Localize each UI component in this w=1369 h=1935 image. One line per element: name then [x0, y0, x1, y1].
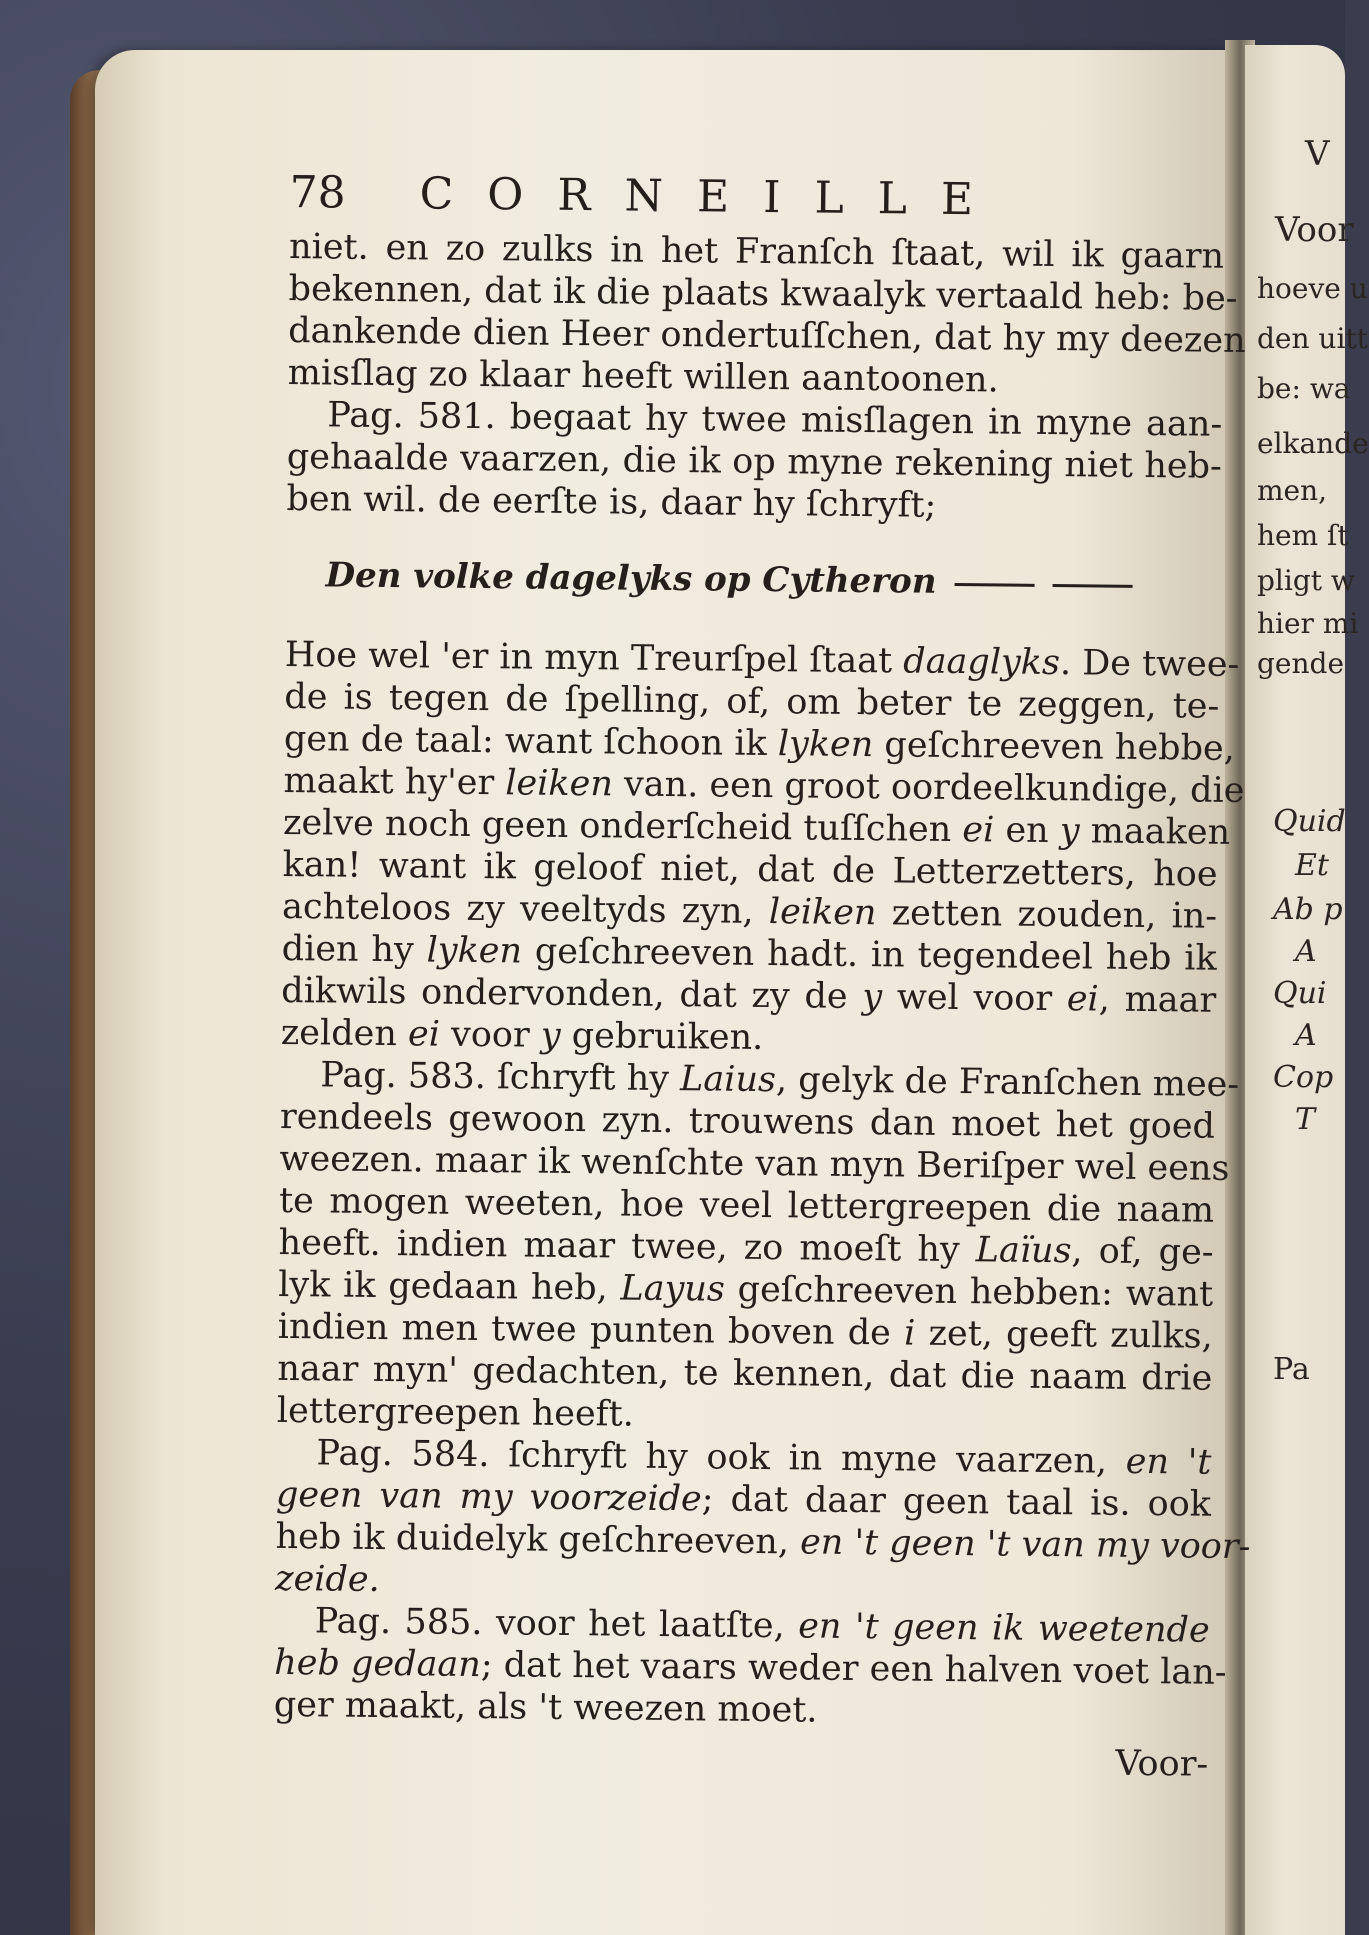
text-run: heb ik duidelyk geſchreeven, — [275, 1516, 801, 1563]
text-run: Pag. 583. ſchryft hy — [320, 1055, 681, 1100]
verse-dash — [955, 582, 1035, 586]
text-run: gehaalde vaarzen, die ik op myne rekening niet heb- — [286, 436, 1223, 487]
text-run: geſchreeven hebben: want — [724, 1269, 1214, 1315]
text-run: wel voor — [881, 977, 1068, 1020]
text-run: zelden — [280, 1012, 409, 1055]
text-run: heeft. indien maar twee, zo moeſt hy — [278, 1222, 976, 1271]
right-page-text: V — [1305, 134, 1330, 174]
right-page-text: Cop — [1273, 1060, 1334, 1095]
italic-run: ei — [407, 1014, 441, 1055]
right-page-text: Pa — [1273, 1352, 1310, 1387]
right-page-text: Qui — [1273, 976, 1327, 1011]
right-page-text: den uitt — [1257, 322, 1368, 355]
text-run: , gelyk de Franſchen mee- — [775, 1060, 1240, 1105]
text-run: achteloos zy veeltyds zyn, — [281, 886, 770, 933]
text-run: ; dat daar geen taal is. ook — [701, 1479, 1212, 1525]
right-page-text: A — [1295, 1018, 1317, 1053]
italic-run: lyken — [777, 724, 874, 766]
right-page-text: hier mi — [1257, 607, 1359, 640]
text-run: van. een groot oordeelkundige, die — [612, 764, 1245, 812]
italic-run: y — [1059, 811, 1080, 852]
page-header — [289, 160, 1225, 236]
text-run: misſlag zo klaar heeft willen aantoonen. — [287, 352, 999, 401]
verse-text: Den volke dagelyks op Cytheron — [325, 555, 937, 602]
italic-run: Layus — [620, 1268, 726, 1310]
paragraph-block-1 — [286, 226, 1246, 530]
text-run: gebruiken. — [560, 1015, 764, 1059]
text-run: kan! want ik geloof niet, dat de Letterzetters, hoe — [282, 844, 1218, 895]
text-run: zet, geeft zulks, — [915, 1313, 1213, 1357]
text-run: Pag. 584. ſchryft hy ook in myne vaarzen, — [316, 1433, 1126, 1482]
italic-run: leiken — [768, 892, 877, 934]
text-run: ; dat het vaars weder een halven voet lan- — [480, 1645, 1227, 1693]
text-run: weezen. maar ik wenſchte van myn Beriſper wel eens — [279, 1138, 1230, 1189]
text-run: zetten zouden, in- — [876, 893, 1218, 937]
text-run: voor — [439, 1014, 542, 1056]
catchword: Voor- — [1115, 1743, 1209, 1785]
text-run: naar myn' gedachten, te kennen, dat die naam drie — [277, 1348, 1213, 1399]
text-run: Pag. 581. begaat hy twee misſlagen in myne aan- — [327, 395, 1223, 445]
italic-run: leiken — [505, 763, 614, 805]
page-text-block — [273, 160, 1251, 1786]
text-run: rendeels gewoon zyn. trouwens dan moet het goed — [279, 1096, 1216, 1147]
right-page-text: pligt w — [1257, 564, 1355, 597]
text-run: dikwils ondervonden, dat zy de — [281, 970, 863, 1018]
text-run: dankende dien Heer ondertuſſchen, dat hy my deezen — [287, 310, 1246, 362]
right-page-text: elkande — [1257, 427, 1369, 460]
italic-run: i — [903, 1313, 916, 1354]
italic-run: en 't geen ik weetende — [797, 1606, 1210, 1651]
italic-run: ei — [1066, 979, 1099, 1020]
running-title: CORNEILLE — [419, 168, 1008, 226]
verse-dash — [1053, 584, 1133, 588]
right-page-fragment — [1245, 45, 1369, 1935]
right-page-text: hem ſt — [1257, 519, 1349, 552]
text-run: te mogen weeten, hoe veel lettergreepen die naam — [278, 1180, 1215, 1231]
text-run: en — [994, 810, 1061, 852]
text-run: ben wil. de eerſte is, daar hy ſchryft; — [286, 478, 937, 526]
text-run: zelve noch geen onderſcheid tuſſchen — [282, 802, 963, 851]
quoted-verse — [325, 554, 1220, 605]
italic-run: y — [540, 1015, 561, 1056]
text-run: . De twee- — [1059, 643, 1240, 685]
italic-run: y — [862, 977, 883, 1018]
text-run: maaken — [1079, 811, 1231, 853]
right-page-text: hoeve u — [1257, 272, 1368, 305]
right-page-text: Quid — [1273, 804, 1346, 839]
text-run: geſchreeven hadt. in tegendeel heb ik — [521, 931, 1217, 979]
text-run: de is tegen de ſpelling, of, om beter te zeggen, te- — [284, 676, 1220, 727]
right-page-text: Ab p — [1273, 892, 1343, 927]
text-run: lyk ik gedaan heb, — [278, 1264, 621, 1309]
italic-run: Laius — [679, 1059, 777, 1101]
text-run: niet. en zo zulks in het Franſch ſtaat, wil ik gaarn — [288, 226, 1225, 277]
right-page-text: T — [1295, 1102, 1316, 1137]
right-page-text: Voor — [1275, 210, 1354, 250]
italic-run: ei — [962, 810, 995, 851]
page-number: 78 — [289, 166, 346, 219]
right-page-text: Et — [1295, 848, 1329, 883]
text-run: ger maakt, als 't weezen moet. — [273, 1684, 818, 1731]
text-run: gen de taal: want ſchoon ik — [283, 718, 779, 765]
right-page-text: A — [1295, 934, 1317, 969]
italic-run: geen van my voorzeide — [275, 1474, 702, 1520]
italic-run: en 't geen 't van my voor- — [799, 1522, 1251, 1568]
text-run: Hoe wel 'er in myn Treurſpel ſtaat — [284, 634, 904, 682]
text-run: , of, ge- — [1071, 1231, 1214, 1273]
right-page-text: gende — [1257, 647, 1345, 680]
italic-run: daaglyks — [903, 641, 1061, 684]
text-run: dien hy — [281, 928, 427, 971]
text-run: maakt hy'er — [283, 760, 506, 804]
text-run: indien men twee punten boven de — [277, 1306, 905, 1354]
text-run: bekennen, dat ik die plaats kwaalyk vertaald heb: be- — [288, 268, 1238, 319]
text-run: lettergreepen heeft. — [276, 1390, 635, 1435]
italic-run: zeide. — [274, 1558, 380, 1601]
text-run: Pag. 585. voor het laatſte, — [314, 1601, 799, 1647]
text-run: geſchreeven hebbe, — [873, 725, 1236, 769]
italic-run: en 't — [1125, 1441, 1212, 1483]
right-page-text: be: wa — [1257, 372, 1351, 405]
italic-run: lyken — [426, 930, 523, 972]
italic-run: heb gedaan — [274, 1642, 482, 1686]
italic-run: Laïus — [975, 1230, 1072, 1272]
text-run: , maar — [1098, 979, 1217, 1021]
paragraph-block-2 — [273, 634, 1251, 1736]
right-page-text: men, — [1257, 474, 1328, 507]
